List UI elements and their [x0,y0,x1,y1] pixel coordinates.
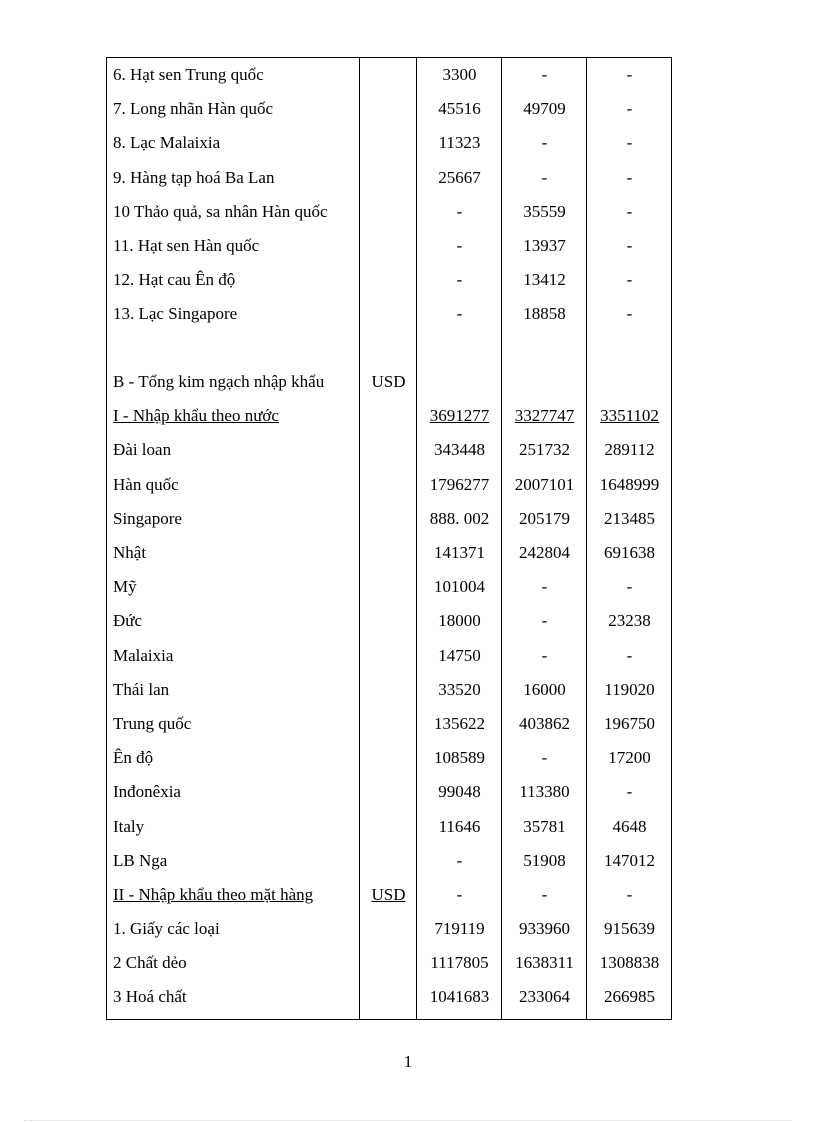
value-col-2: 51908 [523,851,566,870]
value-col-3: - [626,133,633,152]
table-row [107,229,671,263]
value-col-3: - [626,885,633,904]
row-label: Singapore [113,509,182,528]
table-row [107,673,671,707]
row-label: Ên độ [113,748,154,767]
value-col-1: 45516 [438,99,481,118]
value-col-3: 196750 [604,714,655,733]
value-col-1: 888. 002 [429,509,490,528]
value-col-3: - [626,577,633,596]
value-col-2: - [541,611,548,630]
value-col-1: 99048 [438,782,481,801]
table-row [107,468,671,502]
table-row [107,741,671,775]
value-col-2: 1638311 [515,953,574,972]
row-label: LB Nga [113,851,168,870]
value-col-3: 289112 [604,440,655,459]
value-col-1: 343448 [434,440,485,459]
value-col-3: 1308838 [599,953,660,972]
row-label: 10 Thảo quả, sa nhân Hàn quốc [113,202,328,221]
table-row [107,844,671,878]
value-col-1: - [456,304,463,323]
value-col-2: - [541,885,548,904]
value-col-3: 1648999 [599,475,660,494]
value-col-2: 35781 [523,817,566,836]
value-col-1: 1796277 [429,475,490,494]
table-row [107,161,671,195]
value-col-1: - [456,851,463,870]
value-col-1: 11323 [438,133,481,152]
value-col-1: 135622 [434,714,485,733]
value-col-2: 49709 [523,99,566,118]
value-col-1: 33520 [438,680,481,699]
value-col-3: 266985 [604,987,655,1006]
value-col-3: - [626,304,633,323]
table-row [107,604,671,638]
table-row [107,912,671,946]
value-col-1: 101004 [434,577,485,596]
value-col-3: 213485 [604,509,655,528]
row-label: 9. Hàng tạp hoá Ba Lan [113,168,275,187]
value-col-2: - [541,646,548,665]
value-col-1: - [456,202,463,221]
value-col-3: 119020 [604,680,655,699]
value-col-2: 2007101 [514,475,575,494]
value-col-2: 251732 [519,440,570,459]
row-label: 3 Hoá chất [113,987,187,1006]
table-row [107,570,671,604]
page-number: 1 [403,1052,413,1071]
value-col-2: 933960 [519,919,570,938]
value-col-1: - [456,885,463,904]
value-col-3: 4648 [612,817,647,836]
value-col-3: - [626,646,633,665]
row-label: 8. Lạc Malaixia [113,133,221,152]
row-label: 2 Chất dẻo [113,953,187,972]
row-label: 6. Hạt sen Trung quốc [113,65,264,84]
value-col-2: - [541,577,548,596]
value-col-1: 3691277 [429,406,490,425]
row-label: 7. Long nhãn Hàn quốc [113,99,274,118]
row-unit: USD [371,885,406,904]
value-col-1: 3300 [442,65,477,84]
value-col-2: - [541,65,548,84]
row-label: Inđonêxia [113,782,181,801]
value-col-2: 13412 [523,270,566,289]
table-row [107,536,671,570]
table-row [107,980,671,1014]
row-label: II - Nhập khẩu theo mặt hàng [113,885,314,904]
value-col-2: 3327747 [514,406,575,425]
value-col-2: - [541,133,548,152]
value-col-2: 233064 [519,987,570,1006]
value-col-1: 25667 [438,168,481,187]
value-col-3: - [626,202,633,221]
value-col-3: 691638 [604,543,655,562]
row-label: Mỹ [113,577,137,596]
value-col-1: - [456,236,463,255]
value-col-2: - [541,168,548,187]
value-col-2: 403862 [519,714,570,733]
value-col-3: 915639 [604,919,655,938]
value-col-3: - [626,99,633,118]
value-col-2: - [541,748,548,767]
value-col-1: 11646 [438,817,481,836]
value-col-2: 35559 [523,202,566,221]
value-col-1: 719119 [434,919,485,938]
row-label: Hàn quốc [113,475,179,494]
value-col-1: 108589 [434,748,485,767]
value-col-3: - [626,236,633,255]
table-row [107,639,671,673]
row-label: Nhật [113,543,147,562]
row-label: Trung quốc [113,714,192,733]
row-label: B - Tổng kim ngạch nhập khẩu [113,372,325,391]
table-row [107,92,671,126]
table-row [107,878,671,912]
row-label: 1. Giấy các loại [113,919,220,938]
table-row [107,946,671,980]
table-row [107,297,671,331]
value-col-3: - [626,65,633,84]
row-label: 12. Hạt cau Ên độ [113,270,236,289]
table-row [107,810,671,844]
table-row [107,195,671,229]
value-col-2: 242804 [519,543,570,562]
table-row [107,126,671,160]
row-label: 13. Lạc Singapore [113,304,238,323]
value-col-1: 18000 [438,611,481,630]
value-col-2: 16000 [523,680,566,699]
value-col-1: 1041683 [429,987,490,1006]
value-col-3: - [626,168,633,187]
table-row [107,775,671,809]
value-col-3: 23238 [608,611,651,630]
value-col-1: 1117805 [430,953,489,972]
table-row [107,707,671,741]
table-row [107,502,671,536]
table-row [107,365,671,399]
value-col-1: 141371 [434,543,485,562]
value-col-1: - [456,270,463,289]
row-label: Malaixia [113,646,174,665]
table-row [107,433,671,467]
row-label: Đức [113,611,143,630]
value-col-3: - [626,270,633,289]
row-label: I - Nhập khẩu theo nước [113,406,279,425]
value-col-1: 14750 [438,646,481,665]
row-label: 11. Hạt sen Hàn quốc [113,236,260,255]
table-row [107,58,671,92]
import-table [106,57,672,1020]
value-col-3: 17200 [608,748,651,767]
value-col-3: - [626,782,633,801]
value-col-2: 113380 [519,782,570,801]
row-label: Thái lan [113,680,170,699]
value-col-3: 147012 [604,851,655,870]
value-col-3: 3351102 [600,406,659,425]
value-col-2: 205179 [519,509,570,528]
table-row [107,399,671,433]
value-col-2: 13937 [523,236,566,255]
value-col-2: 18858 [523,304,566,323]
row-label: Đài loan [113,440,172,459]
row-unit: USD [371,372,406,391]
row-label: Italy [113,817,145,836]
table-row [107,263,671,297]
page-bottom-rule [24,1120,792,1121]
